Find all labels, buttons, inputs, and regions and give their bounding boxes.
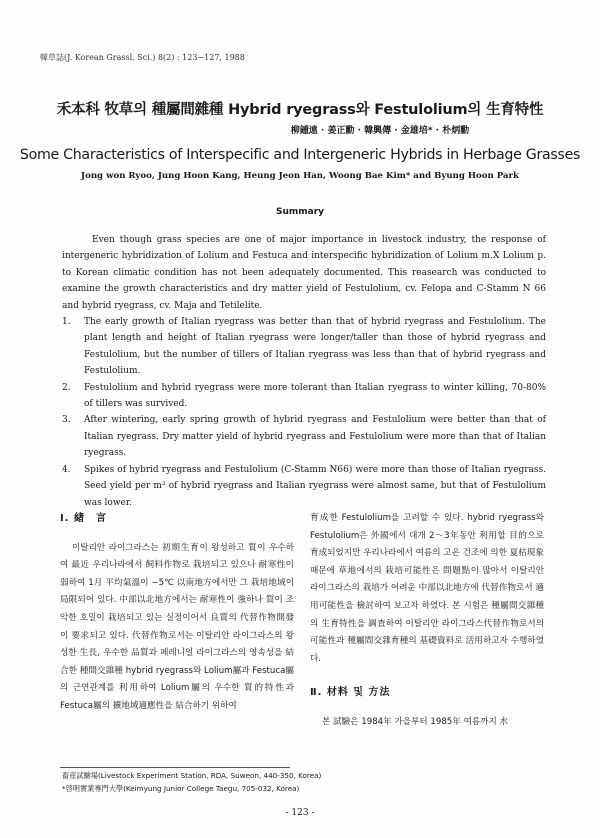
- summary-item: [62, 380, 546, 413]
- title-english: Some Characteristics of Interspecific and Intergeneric Hybrids in Herbage Grasses: [19, 147, 581, 163]
- section-introduction-text: 이탈리안 라이그라스는 初期生育이 왕성하고 質이 우수하여 最近 우리나라에서 飼料作物로 栽培되고 있으나 耐寒性이 弱하여 1月 平均氣溫이 −5℃ 以南地方에서만 그 栽培地域이 局限되어 있다. 中部以北地方에서는 耐寒性이 強하나 質이 조악한 호밀이 栽培되고 있는 실정이어서 良質의 代替作物開發이 要求되고 있다. 代替作物로서는 이탈리안 라이그라스의 왕성한 生長, 우수한 品質과 페레니얼 라이그라스의 영속성을 結合한 種間交雜種 hybrid ryegrass와 Lolium屬과 Festuca屬의 근연관계를 利用하여 Lolium屬의 우수한 質的特性과 Festuca屬의 擴地域適應性을 結合하기 위하여: [60, 542, 294, 711]
- summary-item: [62, 412, 546, 461]
- authors-english: Jong won Ryoo, Jung Hoon Kang, Heung Jeon Han, Woong Bae Kim* and Byung Hoon Park: [81, 171, 519, 181]
- title-korean: 禾本科 牧草의 種屬間雜種 Hybrid ryegrass와 Festulolium의 生育特性: [56, 102, 544, 118]
- summary-item-number: 2.: [62, 382, 71, 393]
- footnote: *啓明實業專門大學(Keimyung Junior College Taegu, 705-032, Korea): [62, 783, 300, 793]
- summary-item-text: The early growth of Italian ryegrass was better than that of hybrid ryegrass and Festulolium. The plant length and height of Italian ryegrass were longer/taller than those of hybrid ryegrass and Festulolium, but the number of tillers of Italian ryegrass was less than that of hybrid ryegrass and Festulolium.: [84, 317, 546, 377]
- summary-item-text: Festulolium and hybrid ryegrass were more tolerant than Italian ryegrass to winter killing, 70-80% of tillers was survived.: [84, 382, 546, 410]
- summary-intro: Even though grass species are one of major importance in livestock industry, the response of intergeneric hybridization of Lolium and Festuca and interspecific hybridization of Lolium m.X Lolium p. to Korean climatic condition has not been adequately documented. This reasearch was conducted to examine the growth characteristics and dry matter yield of Festulolium, cv. Felopa and C-Stamm N 66 and hybrid ryegrass, cv. Maja and Tetilelite.: [62, 235, 546, 311]
- section-methods-text: 본 試驗은 1984年 가을부터 1985年 여름까지 水: [322, 716, 509, 727]
- journal-citation: 韓草誌(J. Korean Grassl. Sci.) 8(2) : 123−127, 1988: [40, 53, 245, 62]
- summary-item-text: After wintering, early spring growth of hybrid ryegrass and Festulolium were better than that of Italian ryegrass. Dry matter yield of hybrid ryegrass and Festulolium were more than that of Italian ryegrass.: [84, 415, 546, 459]
- footnote-divider: [60, 767, 290, 768]
- summary-heading: Summary: [275, 207, 325, 217]
- footnotes: [62, 770, 321, 795]
- section-methods-title: Ⅱ. 材料 및 方法: [310, 687, 391, 699]
- summary-item-number: 3.: [62, 415, 71, 426]
- summary-item-number: 4.: [62, 464, 71, 475]
- page-number: - 123 -: [285, 808, 315, 818]
- right-column: [310, 510, 544, 732]
- footnote: 畜産試驗場(Livestock Experiment Station, RDA, Suweon, 440-350, Korea): [62, 771, 322, 780]
- summary-body: [62, 232, 546, 511]
- authors-korean: 柳鍾遠 · 姜正勳 · 韓興傳 · 金雄培* · 朴炳勳: [290, 126, 470, 136]
- left-column: [60, 510, 294, 716]
- summary-item-text: Spikes of hybrid ryegrass and Festulolium (C-Stamm N66) were more than those of Italian ryegrass. Seed yield per m² of hybrid ryegrass and Italian ryegrass were almost same, but that of Festulolium was lower.: [84, 464, 546, 508]
- section-introduction-title: Ⅰ. 緖 言: [60, 513, 108, 524]
- summary-item: [62, 314, 546, 380]
- summary-item-number: 1.: [62, 317, 71, 328]
- summary-item: [62, 462, 546, 511]
- section-introduction-continued: 育成한 Festulolium을 고려할 수 있다. hybrid ryegrass와 Festulolium은 外國에서 대개 2～3年동안 利用할 目的으로 育成되었지만 우리나라에서 여름의 고온 건조에 의한 夏枯現象 때문에 草地에서의 栽培可能性은 問題點이 많아서 이탈리안 라이그라스의 栽培가 어려운 中部以北地方에 代替作物로서 適用可能性을 檢討하여 보고자 하였다. 본 시험은 種屬間交雜種의 生育特性을 調査하여 이탈리안 라이그라스代替作物로서의 可能性과 種屬間交雜育種의 基礎資料로 活用하고자 수행하였다.: [310, 513, 544, 664]
